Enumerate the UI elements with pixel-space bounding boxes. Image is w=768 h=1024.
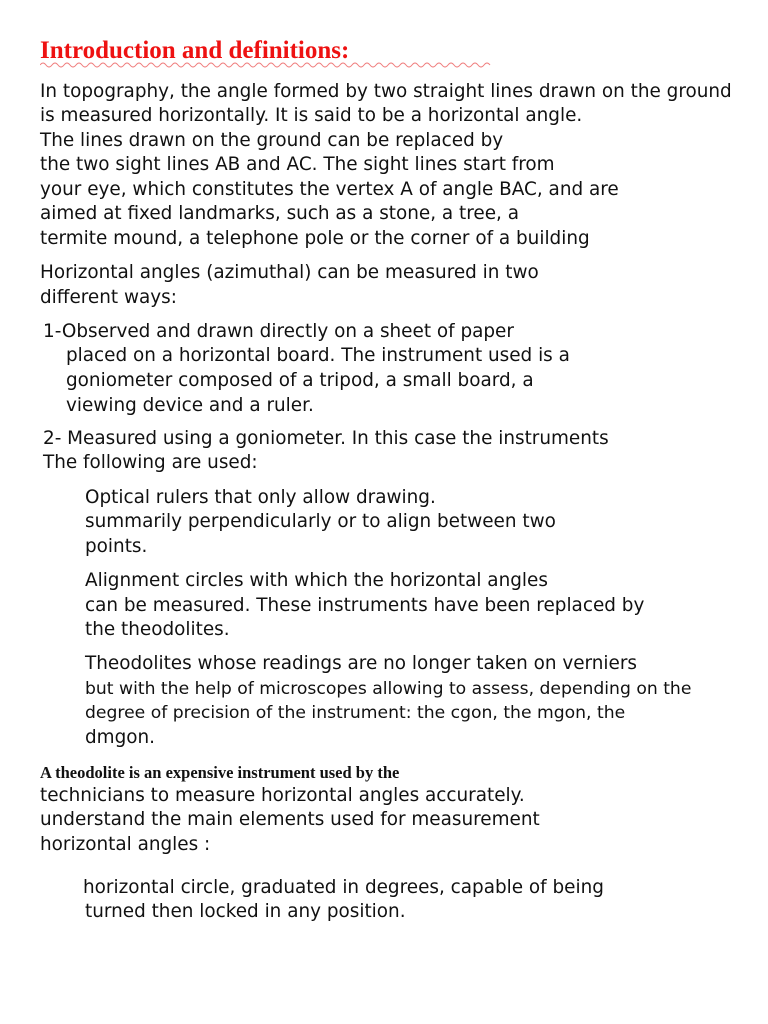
intro-line: The lines drawn on the ground can be replaced by bbox=[40, 130, 504, 151]
ways-line: Horizontal angles (azimuthal) can be measured in two bbox=[40, 262, 539, 283]
ways-line: different ways: bbox=[40, 287, 177, 308]
sub-item-line: dmgon. bbox=[85, 727, 156, 748]
bullet-line: turned then locked in any position. bbox=[85, 901, 406, 922]
list-item-line: The following are used: bbox=[43, 452, 258, 473]
list-item-line: 1-Observed and drawn directly on a sheet of paper bbox=[43, 321, 514, 342]
theodolite-line: understand the main elements used for measurement bbox=[40, 809, 540, 830]
intro-line: the two sight lines AB and AC. The sight lines start from bbox=[40, 154, 555, 175]
page-title: Introduction and definitions: bbox=[40, 37, 350, 64]
sub-item-line: can be measured. These instruments have been replaced by bbox=[85, 595, 645, 616]
list-item-line: 2- Measured using a goniometer. In this case the instruments bbox=[43, 428, 609, 449]
list-item-line: goniometer composed of a tripod, a small board, a bbox=[66, 370, 534, 391]
intro-line: aimed at fixed landmarks, such as a stone, a tree, a bbox=[40, 203, 520, 224]
sub-item-line: Alignment circles with which the horizontal angles bbox=[85, 570, 548, 591]
bullet-line: horizontal circle, graduated in degrees, capable of being bbox=[83, 877, 604, 898]
intro-line: In topography, the angle formed by two straight lines drawn on the ground bbox=[40, 81, 732, 102]
list-item-line: placed on a horizontal board. The instrument used is a bbox=[66, 345, 570, 366]
theodolite-line: technicians to measure horizontal angles accurately. bbox=[40, 785, 525, 806]
spellcheck-underline bbox=[40, 61, 492, 69]
sub-item-line: but with the help of microscopes allowing to assess, depending on the bbox=[85, 679, 692, 699]
sub-item-line: Optical rulers that only allow drawing. bbox=[85, 487, 436, 508]
intro-line: is measured horizontally. It is said to be a horizontal angle. bbox=[40, 105, 583, 126]
sub-item-line: degree of precision of the instrument: the cgon, the mgon, the bbox=[85, 703, 626, 723]
theodolite-heading-line: A theodolite is an expensive instrument used by the bbox=[40, 763, 400, 782]
sub-item-line: points. bbox=[85, 536, 148, 557]
list-item-line: viewing device and a ruler. bbox=[66, 395, 314, 416]
sub-item-line: the theodolites. bbox=[85, 619, 230, 640]
intro-line: termite mound, a telephone pole or the corner of a building bbox=[40, 228, 590, 249]
intro-line: your eye, which constitutes the vertex A of angle BAC, and are bbox=[40, 179, 619, 200]
sub-item-line: Theodolites whose readings are no longer taken on verniers bbox=[85, 653, 637, 674]
sub-item-line: summarily perpendicularly or to align between two bbox=[85, 511, 556, 532]
theodolite-line: horizontal angles : bbox=[40, 834, 211, 855]
